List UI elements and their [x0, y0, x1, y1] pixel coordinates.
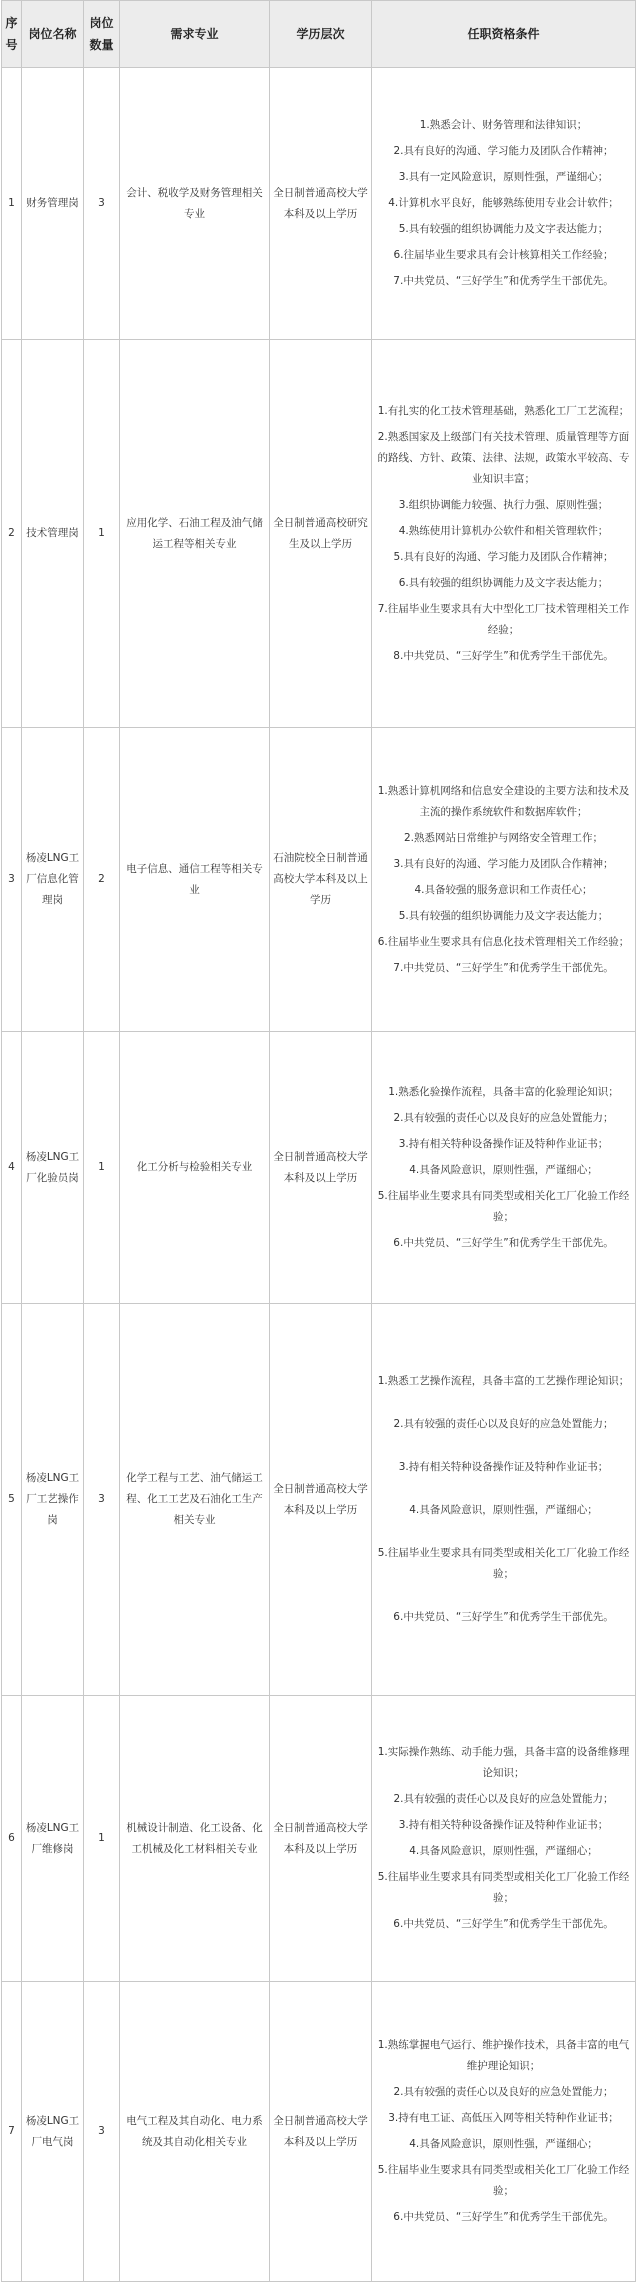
cell-qualifications: [372, 1304, 636, 1696]
qualification-item: 6.中共党员、“三好学生”和优秀学生干部优先。: [393, 2211, 614, 2223]
cell-major: 电子信息、通信工程等相关专业: [120, 728, 270, 1032]
qualification-item: 2.具有较强的责任心以及良好的应急处置能力；: [393, 1418, 614, 1430]
header-qualifications: 任职资格条件: [372, 1, 636, 68]
cell-position: 杨凌LNG工厂信息化管理岗: [22, 728, 84, 1032]
cell-count: 3: [84, 1982, 120, 2282]
qualification-item: 3.持有相关特种设备操作证及特种作业证书；: [398, 1137, 609, 1150]
cell-major: 机械设计制造、化工设备、化工机械及化工材料相关专业: [120, 1696, 270, 1982]
header-position: 岗位名称: [22, 1, 84, 68]
qualification-item: 5.往届毕业生要求具有同类型或相关化工厂化验工作经验；: [377, 1547, 630, 1580]
cell-index: 4: [2, 1032, 22, 1304]
qualification-item: 5.往届毕业生要求具有同类型或相关化工厂化验工作经验；: [377, 1871, 630, 1904]
recruitment-table: [1, 0, 636, 2282]
qualification-item: 1.熟练掌握电气运行、维护操作技术，具备丰富的电气维护理论知识；: [377, 2039, 630, 2072]
cell-qualifications: [372, 340, 636, 728]
cell-position: 杨凌LNG工厂电气岗: [22, 1982, 84, 2282]
qualification-item: 2.熟悉网站日常维护与网络安全管理工作；: [403, 831, 604, 844]
cell-qualifications: [372, 1032, 636, 1304]
qualification-item: 3.持有电工证、高低压入网等相关特种作业证书；: [388, 2112, 619, 2124]
cell-qualifications: [372, 1982, 636, 2282]
cell-index: 1: [2, 68, 22, 340]
cell-major: 化学工程与工艺、油气储运工程、化工工艺及石油化工生产相关专业: [120, 1304, 270, 1696]
cell-education: 全日制普通高校大学本科及以上学历: [270, 1304, 372, 1696]
cell-index: 5: [2, 1304, 22, 1696]
cell-index: 6: [2, 1696, 22, 1982]
cell-count: 1: [84, 340, 120, 728]
qualification-item: 1.熟悉工艺操作流程，具备丰富的工艺操作理论知识；: [377, 1375, 630, 1387]
qualification-item: 3.持有相关特种设备操作证及特种作业证书；: [398, 1461, 609, 1473]
cell-education: 全日制普通高校大学本科及以上学历: [270, 1982, 372, 2282]
table-row: [2, 68, 636, 340]
qualification-item: 6.中共党员、“三好学生”和优秀学生干部优先。: [393, 1918, 614, 1930]
table-row: [2, 1032, 636, 1304]
cell-count: 3: [84, 1304, 120, 1696]
qualification-item: 1.熟悉计算机网络和信息安全建设的主要方法和技术及主流的操作系统软件和数据库软件；: [377, 784, 630, 818]
qualification-item: 4.具备风险意识，原则性强，严谨细心；: [409, 1163, 598, 1176]
cell-index: 3: [2, 728, 22, 1032]
cell-qualifications: [372, 1696, 636, 1982]
cell-education: 全日制普通高校大学本科及以上学历: [270, 68, 372, 340]
qualification-item: 1.熟悉会计、财务管理和法律知识；: [419, 119, 588, 131]
cell-count: 3: [84, 68, 120, 340]
qualification-item: 4.具备风险意识，原则性强，严谨细心；: [409, 1504, 598, 1516]
cell-position: 财务管理岗: [22, 68, 84, 340]
header-index: 序号: [2, 1, 22, 68]
qualification-item: 3.持有相关特种设备操作证及特种作业证书；: [398, 1819, 609, 1831]
cell-count: 1: [84, 1696, 120, 1982]
qualification-item: 4.具备较强的服务意识和工作责任心；: [414, 883, 593, 896]
table-row: [2, 1696, 636, 1982]
cell-major: 应用化学、石油工程及油气储运工程等相关专业: [120, 340, 270, 728]
cell-position: 杨凌LNG工厂化验员岗: [22, 1032, 84, 1304]
cell-qualifications: [372, 68, 636, 340]
qualification-item: 8.中共党员、“三好学生”和优秀学生干部优先。: [393, 649, 614, 662]
qualification-item: 1.有扎实的化工技术管理基础，熟悉化工厂工艺流程；: [377, 404, 630, 417]
cell-index: 2: [2, 340, 22, 728]
cell-major: 化工分析与检验相关专业: [120, 1032, 270, 1304]
qualification-item: 6.往届毕业生要求具有会计核算相关工作经验；: [393, 249, 614, 261]
cell-education: 全日制普通高校大学本科及以上学历: [270, 1696, 372, 1982]
cell-education: 石油院校全日制普通高校大学本科及以上学历: [270, 728, 372, 1032]
qualification-item: 4.计算机水平良好，能够熟练使用专业会计软件；: [388, 197, 619, 209]
header-education: 学历层次: [270, 1, 372, 68]
qualification-item: 1.实际操作熟练、动手能力强，具备丰富的设备维修理论知识；: [377, 1746, 630, 1779]
cell-major: 电气工程及其自动化、电力系统及其自动化相关专业: [120, 1982, 270, 2282]
qualification-item: 2.具有较强的责任心以及良好的应急处置能力；: [393, 2086, 614, 2098]
qualification-item: 3.具有一定风险意识，原则性强，严谨细心；: [398, 171, 609, 183]
qualification-item: 1.熟悉化验操作流程，具备丰富的化验理论知识；: [388, 1085, 619, 1098]
qualification-item: 2.熟悉国家及上级部门有关技术管理、质量管理等方面的路线、方针、政策、法律、法规，政策水平较高、专业知识丰富；: [377, 430, 630, 485]
qualification-item: 4.具备风险意识，原则性强，严谨细心；: [409, 2138, 598, 2150]
qualification-item: 4.熟练使用计算机办公软件和相关管理软件；: [398, 524, 609, 537]
table-header-row: [2, 1, 636, 68]
header-count: 岗位数量: [84, 1, 120, 68]
qualification-item: 6.往届毕业生要求具有信息化技术管理相关工作经验；: [377, 935, 630, 948]
qualification-item: 2.具有较强的责任心以及良好的应急处置能力；: [393, 1793, 614, 1805]
table-row: [2, 1982, 636, 2282]
qualification-item: 7.中共党员、“三好学生”和优秀学生干部优先。: [393, 961, 614, 974]
qualification-item: 4.具备风险意识，原则性强，严谨细心；: [409, 1845, 598, 1857]
qualification-item: 3.组织协调能力较强、执行力强、原则性强；: [398, 498, 609, 511]
qualification-item: 5.具有较强的组织协调能力及文字表达能力；: [398, 223, 609, 235]
qualification-item: 7.中共党员、“三好学生”和优秀学生干部优先。: [393, 275, 614, 287]
qualification-item: 6.中共党员、“三好学生”和优秀学生干部优先。: [393, 1611, 614, 1623]
cell-index: 7: [2, 1982, 22, 2282]
cell-major: 会计、税收学及财务管理相关专业: [120, 68, 270, 340]
qualification-item: 6.具有较强的组织协调能力及文字表达能力；: [398, 576, 609, 589]
qualification-item: 5.往届毕业生要求具有同类型或相关化工厂化验工作经验；: [377, 2164, 630, 2197]
qualification-item: 7.往届毕业生要求具有大中型化工厂技术管理相关工作经验；: [377, 602, 630, 636]
qualification-item: 5.具有良好的沟通、学习能力及团队合作精神；: [393, 550, 614, 563]
cell-education: 全日制普通高校大学本科及以上学历: [270, 1032, 372, 1304]
cell-count: 2: [84, 728, 120, 1032]
table-row: [2, 1304, 636, 1696]
cell-qualifications: [372, 728, 636, 1032]
table-row: [2, 340, 636, 728]
cell-position: 技术管理岗: [22, 340, 84, 728]
qualification-item: 5.具有较强的组织协调能力及文字表达能力；: [398, 909, 609, 922]
cell-education: 全日制普通高校研究生及以上学历: [270, 340, 372, 728]
qualification-item: 3.具有良好的沟通、学习能力及团队合作精神；: [393, 857, 614, 870]
cell-position: 杨凌LNG工厂维修岗: [22, 1696, 84, 1982]
qualification-item: 2.具有良好的沟通、学习能力及团队合作精神；: [393, 145, 614, 157]
cell-count: 1: [84, 1032, 120, 1304]
table-row: [2, 728, 636, 1032]
header-major: 需求专业: [120, 1, 270, 68]
cell-position: 杨凌LNG工厂工艺操作岗: [22, 1304, 84, 1696]
qualification-item: 2.具有较强的责任心以及良好的应急处置能力；: [393, 1111, 614, 1124]
qualification-item: 5.往届毕业生要求具有同类型或相关化工厂化验工作经验；: [377, 1189, 630, 1223]
qualification-item: 6.中共党员、“三好学生”和优秀学生干部优先。: [393, 1236, 614, 1249]
